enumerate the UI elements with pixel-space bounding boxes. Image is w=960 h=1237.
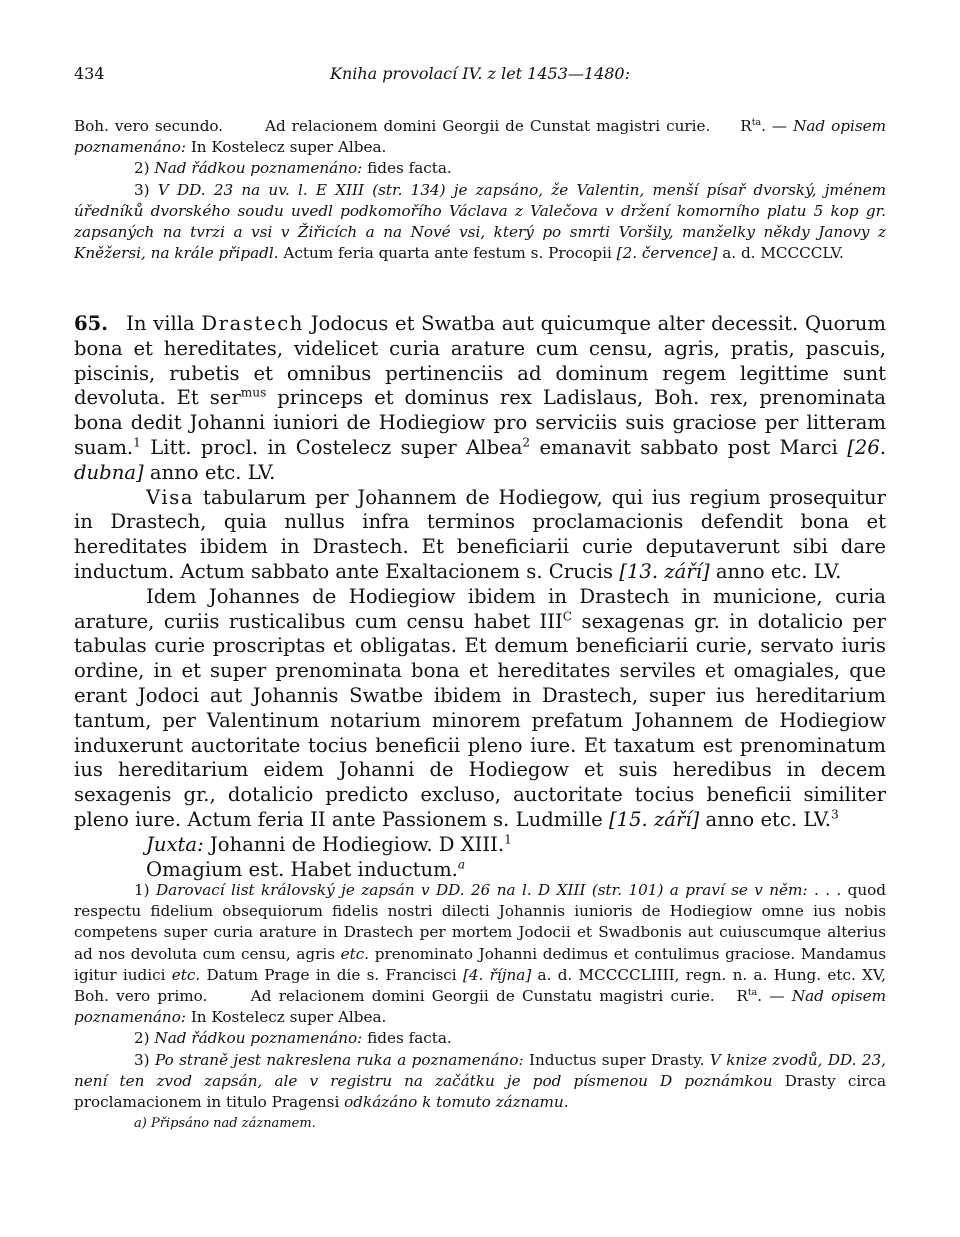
footnote-ref-1: 1 xyxy=(133,435,141,450)
entry-number: 65. xyxy=(74,312,109,335)
page-number: 434 xyxy=(74,64,105,83)
footnote-2: 2) Nad řádkou poznamenáno: fides facta. xyxy=(134,1029,452,1048)
footnote-ref-2: 2 xyxy=(522,435,531,450)
top-note-continuation: Boh. vero secundo. Ad relacionem domini Georgii de Cunstat magistri curie. $R^{ta}$. — Nad opisem poznamenáno: In Kostelecz super Albea. xyxy=(74,116,887,157)
footnote-1: 1) Darovací list královský je zapsán v DD. 26 na l. D XIII (str. 101) a praví se v něm: . . . quod respectu fidelium obsequiorum fidelis nostri dilecti Johannis iunioris de Hodiegiow omne ius nobis competens super curia arature in Drastech per mortem Jodocii et Swadbonis aut cuiuscumque alterius ad nos devoluta cum censu, agris etc. prenominato Johanni dedimus et contulimus graciose. Mandamus igitur iudici etc. Datum Prage in die s. Francisci [4. října] a. d. MCCCCLIIII, regn. n. a. Hung. etc. XV, Boh. vero primo. Ad relacionem domini Georgii de Cunstatu magistri curie. $R^{ta}$. — Nad opisem poznamenáno: In Kostelecz super Albea. xyxy=(74,881,887,1027)
entry-paragraph-1: 65. In villa Drastech Jodocus et Swatba aut quicumque alter decessit. Quorum bona et hereditates, videlicet curia arature cum censu, agris, pratis, pascuis, piscinis, rubetis et omnibus pertinenciis ad dominum regem legittime sunt devoluta. Et ser$^{mus}$ princeps et dominus rex Ladislaus, Boh. rex, prenominata bona dedit Johanni iuniori de Hodiegiow pro serviciis suis graciose per litteram suam.$^1$ Litt. procl. in Costelecz super Albea$^2$ emanavit sabbato post Marci [26. dubna] anno etc. LV. xyxy=(74,312,887,484)
footnote-3: 3) Po straně jest nakreslena ruka a poznamenáno: Inductus super Drasty. V knize zvodů, DD. 23, není ten zvod zapsán, ale v registru na začátku je pod písmenou D poznámkou Drasty circa proclamacionem in titulo Pragensi odkázáno k tomuto záznamu. xyxy=(74,1050,887,1112)
omagium-line: Omagium est. Habet inductum.$^a$ xyxy=(146,857,466,881)
place-name: Drastech xyxy=(201,312,305,335)
running-title: Kniha provolací IV. z let 1453—1480: xyxy=(329,64,630,83)
juxta-line: Juxta: Johanni de Hodiegiow. D XIII.$^1$ xyxy=(146,832,512,856)
top-notes xyxy=(74,116,886,264)
page-header xyxy=(74,64,886,88)
entry-paragraph-3: Idem Johannes de Hodiegiow ibidem in Drastech in municione, curia arature, curiis rusticalibus cum censu habet $III^C$ sexagenas gr. in dotalicio per tabulas curie proscriptas et obligatas. Et demum beneficiarii curie, servato iuris ordine, in et super prenominata bona et hereditates serviles et omagiales, que erant Jodoci aut Johannis Swatbe ibidem in Drastech, super ius hereditarium tantum, per Valentinum notarium minorem prefatum Johannem de Hodiegiow induxerunt auctoritate tocius beneficii pleno iure. Et taxatum est prenominatum ius hereditarium eidem Johanni de Hodiegow et suis heredibus in decem sexagenis gr., dotalicio predicto excluso, auctoritate tocius beneficii similiter pleno iure. Actum feria II ante Passionem s. Ludmille [15. září] anno etc. LV.$^3$ xyxy=(74,584,886,831)
footnote-a: a) Připsáno nad záznamem. xyxy=(134,1116,316,1132)
top-note-3: 3) V DD. 23 na uv. l. E XIII (str. 134) je zapsáno, že Valentin, menší písař dvorský, jménem úředníků dvorského soudu uvedl podkomořího Václava z Valečova v držení komorního platu 5 kop gr. zapsaných na tvrzi a vsi v Žiřicích a na Nové vsi, který po smrti Voršily, manželky někdy Janovy z Kněžersi, na krále připadl. Actum feria quarta ante festum s. Procopii [2. července] a. d. MCCCCLV. xyxy=(74,180,886,263)
top-note-2: 2) Nad řádkou poznamenáno: fides facta. xyxy=(134,159,452,178)
entry-paragraph-2: Visa tabularum per Johannem de Hodiegow, qui ius regium prosequitur in Drastech, quia nullus infra terminos proclamacionis defendit bona et hereditates ibidem in Drastech. Et beneficiarii curie deputaverunt sibi dare inductum. Actum sabbato ante Exaltacionem s. Crucis [13. září] anno etc. LV. xyxy=(74,485,886,583)
footnote-ref-3: 3 xyxy=(831,807,839,822)
entry-65 xyxy=(74,312,886,882)
footnotes xyxy=(74,880,886,1133)
